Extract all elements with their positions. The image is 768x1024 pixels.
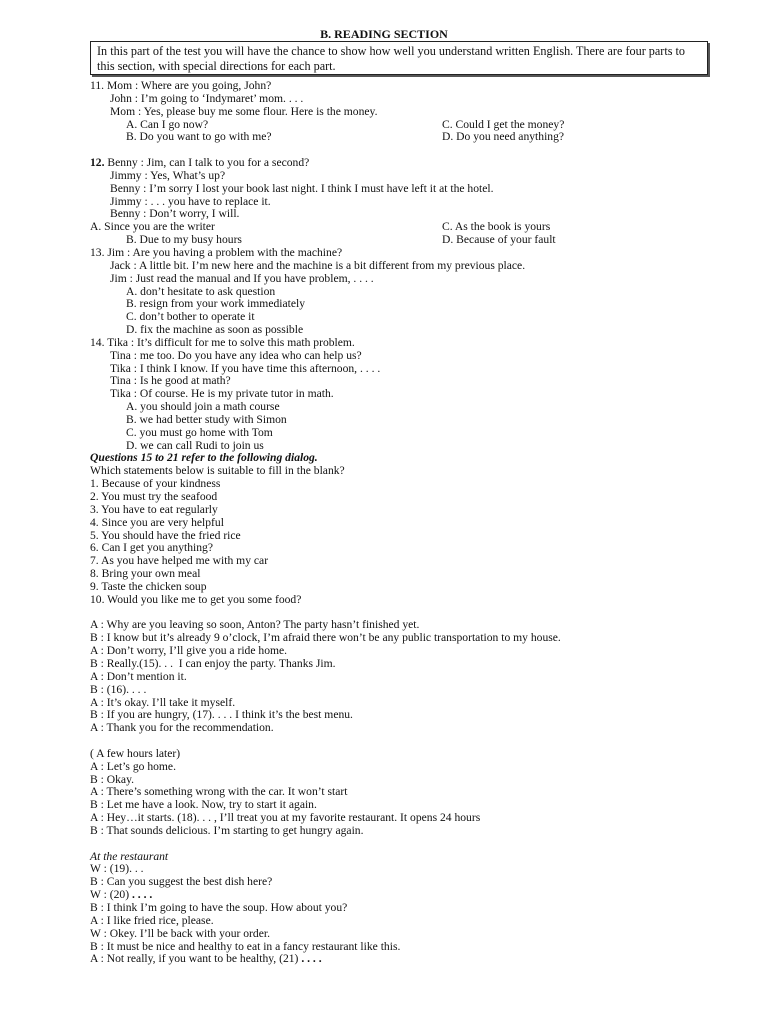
q11-option-b[interactable]: B. Do you want to go with me? [126, 130, 272, 144]
q15-21-prompt: Which statements below is suitable to fill in the blank? [90, 464, 345, 478]
dialog-line: A : Why are you leaving so soon, Anton? The party hasn’t finished yet. [90, 618, 420, 632]
q11-option-a[interactable]: A. Can I go now? [126, 117, 209, 131]
dialog-line-text: W : (20) [90, 888, 132, 902]
q12-option-c[interactable]: C. As the book is yours [442, 220, 551, 234]
statement-option: 2. You must try the seafood [90, 490, 218, 503]
statement-option: 1. Because of your kindness [90, 477, 221, 491]
statement-option: 10. Would you like me to get you some food? [90, 592, 302, 606]
q13-option-b[interactable]: B. resign from your work immediately [126, 297, 306, 311]
q14-line1: 14. Tika : It’s difficult for me to solve this math problem. [90, 335, 355, 349]
q13-option-a[interactable]: A. don’t hesitate to ask question [126, 284, 276, 298]
dialog-line: A : It’s okay. I’ll take it myself. [90, 695, 236, 709]
dialog-line: B : Okay. [90, 772, 135, 786]
q12-line2: Jimmy : Yes, What’s up? [110, 168, 226, 182]
dialog-line: A : Don’t mention it. [90, 669, 187, 683]
spacer [90, 838, 720, 851]
statement-option: 5. You should have the fried rice [90, 528, 241, 542]
blank-dots: . . . . [301, 952, 322, 966]
restaurant-heading: At the restaurant [90, 849, 169, 863]
q13-line2: Jack : A little bit. I’m new here and the machine is a bit different from my previous place. [110, 258, 526, 272]
dialog-line: B : That sounds delicious. I’m starting to get hungry again. [90, 823, 364, 837]
dialog-line: A : There’s something wrong with the car. It won’t start [90, 785, 348, 799]
statement-option: 3. You have to eat regularly [90, 502, 218, 516]
q15-21-heading: Questions 15 to 21 refer to the following dialog. [90, 451, 318, 465]
q12-line1 [90, 157, 720, 170]
q13-option-c[interactable]: C. don’t bother to operate it [126, 310, 255, 324]
dialog-line: B : Let me have a look. Now, try to start it again. [90, 798, 317, 812]
q11-line2: John : I’m going to ‘Indymaret’ mom. . . . [110, 91, 304, 105]
statement-option: 4. Since you are very helpful [90, 515, 224, 529]
dialog-line: B : If you are hungry, (17). . . . I think it’s the best menu. [90, 708, 353, 722]
q11-options-row2 [90, 131, 720, 144]
dialog-line: B : (16). . . . [90, 682, 147, 696]
dialog-line-text: A : Not really, if you want to be healthy, (21) [90, 952, 302, 966]
q12-line5: Benny : Don’t worry, I will. [110, 207, 240, 221]
dialog-line: B : I know but it’s already 9 o’clock, I’m afraid there won’t be any public transportation to my house. [90, 631, 561, 645]
q14-line2: Tina : me too. Do you have any idea who can help us? [110, 348, 362, 362]
statement-option: 7. As you have helped me with my car [90, 554, 269, 568]
dialog-line: A : I like fried rice, please. [90, 913, 214, 927]
spacer [90, 735, 720, 748]
dialog-line: A : Hey…it starts. (18). . . , I’ll treat you at my favorite restaurant. It opens 24 hours [90, 811, 481, 825]
q11-option-c[interactable]: C. Could I get the money? [442, 117, 565, 131]
dialog-line: B : Really.(15). . . I can enjoy the party. Thanks Jim. [90, 656, 336, 670]
instructions-box: In this part of the test you will have the chance to show how well you understand written English. There are four parts to this section, with special directions for each part. [90, 41, 708, 75]
statement-option: 6. Can I get you anything? [90, 541, 213, 555]
dialog-line: B : Can you suggest the best dish here? [90, 875, 273, 889]
dialog-line: W : (19). . . [90, 862, 144, 876]
dialog-line: A : Don’t worry, I’ll give you a ride home. [90, 644, 288, 658]
statement-option: 8. Bring your own meal [90, 567, 201, 581]
q14-option-c[interactable]: C. you must go home with Tom [126, 425, 273, 439]
blank-dots: . . . . [131, 888, 153, 902]
dialog-line: B : I think I’m going to have the soup. How about you? [90, 901, 348, 914]
q14-option-d[interactable]: D. we can call Rudi to join us [126, 438, 264, 452]
q12-line3: Benny : I’m sorry I lost your book last night. I think I must have left it at the hotel. [110, 181, 494, 195]
dialog-line: B : It must be nice and healthy to eat in a fancy restaurant like this. [90, 939, 401, 953]
q12-option-a[interactable]: A. Since you are the writer [90, 220, 215, 234]
q12-line4: Jimmy : . . . you have to replace it. [110, 194, 271, 208]
q13-option-d[interactable]: D. fix the machine as soon as possible [126, 323, 304, 337]
dialog-line: ( A few hours later) [90, 746, 181, 760]
q14-line5: Tika : Of course. He is my private tutor in math. [110, 387, 334, 401]
q13-line3: Jim : Just read the manual and If you have problem, . . . . [110, 271, 374, 285]
q12-line1-text: Benny : Jim, can I talk to you for a second? [104, 156, 310, 170]
dialog-line [90, 953, 720, 966]
section-title: B. READING SECTION [320, 27, 448, 41]
q12-option-d[interactable]: D. Because of your fault [442, 233, 556, 247]
q11-line1: 11. Mom : Where are you going, John? [90, 79, 272, 92]
q14-option-b[interactable]: B. we had better study with Simon [126, 412, 287, 426]
q14-option-a[interactable]: A. you should join a math course [126, 400, 280, 414]
dialog-line: W : Okey. I’ll be back with your order. [90, 926, 270, 940]
q12-option-b[interactable]: B. Due to my busy hours [126, 233, 242, 247]
q11-line3: Mom : Yes, please buy me some flour. Here is the money. [110, 104, 378, 118]
q12-number: 12. [90, 156, 105, 170]
q13-line1: 13. Jim : Are you having a problem with the machine? [90, 245, 343, 259]
q14-line3: Tika : I think I know. If you have time this afternoon, . . . . [110, 361, 381, 375]
questions-content [90, 80, 720, 966]
q11-option-d[interactable]: D. Do you need anything? [442, 130, 565, 144]
dialog-line: A : Let’s go home. [90, 759, 176, 773]
statement-option: 9. Taste the chicken soup [90, 579, 207, 593]
dialog-line: A : Thank you for the recommendation. [90, 721, 274, 735]
q14-line4: Tina : Is he good at math? [110, 374, 231, 388]
